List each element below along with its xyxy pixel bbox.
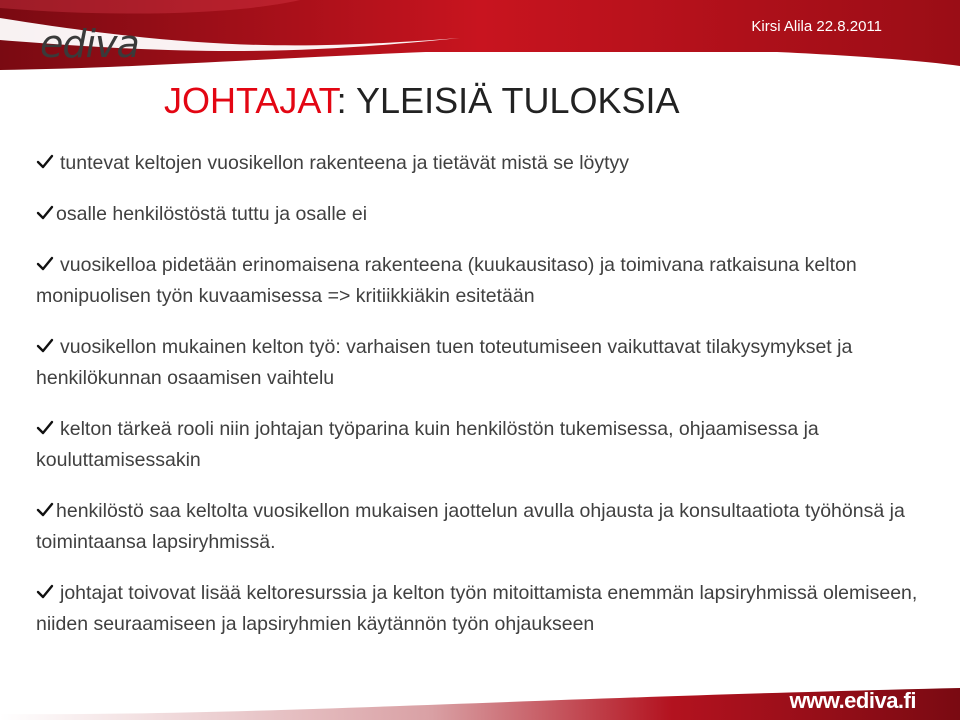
check-icon (36, 204, 54, 222)
list-item-text: kelton tärkeä rooli niin johtajan työparina kuin henkilöstön tukemisessa, ohjaamisessa ja kouluttamisessakin (36, 418, 819, 471)
list-item (36, 148, 936, 179)
list-item (36, 578, 936, 640)
list-item (36, 250, 936, 312)
list-item (36, 414, 936, 476)
list-item-text: vuosikellon mukainen kelton työ: varhaisen tuen toteutumiseen vaikuttavat tilakysymykset ja henkilökunnan osaamisen vaihtelu (36, 336, 853, 389)
header-banner (0, 0, 960, 70)
list-item-text: osalle henkilöstöstä tuttu ja osalle ei (56, 203, 368, 225)
list-item-text: johtajat toivovat lisää keltoresurssia ja kelton työn mitoittamista enemmän lapsiryhmissä olemiseen, niiden seuraamiseen ja lapsiryhmien käytännön työn ohjaukseen (36, 582, 918, 635)
check-icon (36, 501, 54, 519)
list-item-text: henkilöstö saa keltolta vuosikellon mukaisen jaottelun avulla ohjausta ja konsultaatiota työhönsä ja toimintaansa lapsiryhmissä. (36, 500, 905, 553)
title-rest: : YLEISIÄ TULOKSIA (336, 80, 680, 121)
check-icon (36, 255, 54, 273)
bullet-list (36, 148, 936, 660)
list-item (36, 496, 936, 558)
list-item-text: vuosikelloa pidetään erinomaisena rakenteena (kuukausitaso) ja toimivana ratkaisuna kelton monipuolisen työn kuvaamisessa => kritiikkiäkin esitetään (36, 254, 857, 307)
check-icon (36, 337, 54, 355)
title-accent: JOHTAJAT (164, 80, 337, 121)
author-date: Kirsi Alila 22.8.2011 (751, 18, 882, 35)
list-item (36, 199, 936, 230)
ediva-logo: ediva (40, 22, 139, 66)
check-icon (36, 153, 54, 171)
slide-title (164, 80, 680, 122)
list-item (36, 332, 936, 394)
website-link[interactable]: www.ediva.fi (789, 688, 916, 713)
check-icon (36, 583, 54, 601)
header-swoosh (0, 0, 960, 70)
list-item-text: tuntevat keltojen vuosikellon rakenteena ja tietävät mistä se löytyy (60, 152, 630, 174)
check-icon (36, 419, 54, 437)
footer-banner (0, 684, 960, 720)
